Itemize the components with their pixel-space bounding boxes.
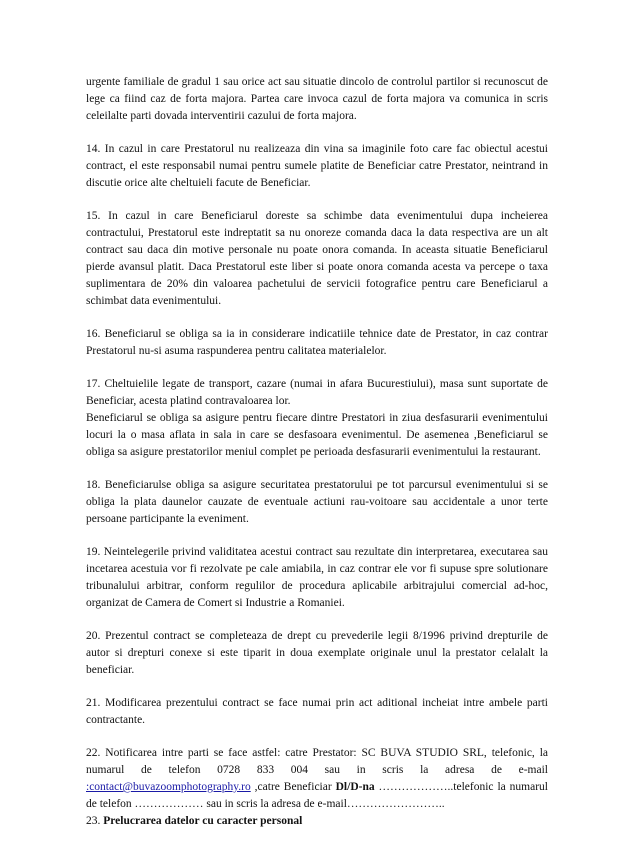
contract-page: [86, 74, 548, 846]
beneficiary-name-label: Dl/D-na: [335, 781, 375, 793]
paragraph-22-text-a: 22. Notificarea intre parti se face astfel: catre Prestator: SC BUVA STUDIO SRL, telefonic, la numarul de telefon 0728 833 004 sau in scris la adresa de e-mail: [86, 747, 548, 776]
paragraph-18: 18. Beneficiarulse obliga sa asigure securitatea prestatorului pe tot parcursul evenimentului si se obliga la plata daunelor cauzate de eventuale actiuni rau-voitoare sau accidentale a unor terte persoane participante la eveniment.: [86, 479, 548, 525]
paragraph-20: 20. Prezentul contract se completeaza de drept cu prevederile legii 8/1996 privind drepturile de autor si drepturi conexe si este tiparit in doua exemplate originale unul la prestator celalalt la beneficiar.: [86, 630, 548, 676]
paragraph-22: [86, 745, 548, 813]
paragraph-16: 16. Beneficiarul se obliga sa ia in considerare indicatiile tehnice date de Prestator, in caz contrar Prestatorul nu-si asuma raspunderea pentru calitatea materialelor.: [86, 328, 548, 357]
paragraph-14: 14. In cazul in care Prestatorul nu realizeaza din vina sa imaginile foto care fac obiectul acestui contract, el este responsabil numai pentru sumele platite de Beneficiar catre Prestator, neintrand in discutie orice alte cheltuieli facute de Beneficiar.: [86, 143, 548, 189]
paragraph-17-continued: Beneficiarul se obliga sa asigure pentru fiecare dintre Prestatori in ziua desfasurarii evenimentului locuri la o masa aflata in sala in care se desfasoara evenimentul. De asemenea ,Beneficiarul se obliga sa asigure prestatorilor meniul complet pe perioada desfasurarii evenimentului la restaurant.: [86, 412, 548, 458]
paragraph-22-text-c: ………………..telefonic la numarul de telefon ……………… sau in scris la adresa de e-mail……………………..: [86, 781, 548, 810]
paragraph-13-continuation: urgente familiale de gradul 1 sau orice act sau situatie dincolo de controlul partilor si recunoscut de lege ca fiind caz de forta majora. Partea care invoca cazul de forta majora va comunica in scris celeilalte parti dovada interventirii cazului de forta majora.: [86, 76, 548, 122]
paragraph-21: 21. Modificarea prezentului contract se face numai prin act aditional incheiat intre ambele parti contractante.: [86, 697, 548, 726]
paragraph-22-text-b: ,catre Beneficiar: [250, 781, 336, 793]
paragraph-15: 15. In cazul in care Beneficiarul doreste sa schimbe data evenimentului dupa incheierea contractului, Prestatorul este indreptatit sa nu onoreze comanda daca la data respectiva are un alt contract sau daca din motive personale nu poate onora comanda. In aceasta situatie Beneficiarul pierde avansul platit. Daca Prestatorul este liber si poate onora comanda acesta va percepe o taxa suplimentara de 20% din valoarea pachetului de servicii fotografice pentru care Beneficiarul a schimbat data evenimentului.: [86, 210, 548, 307]
section-23-title: Prelucrarea datelor cu caracter personal: [103, 815, 303, 827]
paragraph-17: 17. Cheltuielile legate de transport, cazare (numai in afara Bucurestiului), masa sunt suportate de Beneficiar, acesta platind contravaloarea lor.: [86, 378, 548, 407]
section-23-number: 23.: [86, 815, 101, 827]
email-link[interactable]: :contact@buvazoomphotography.ro: [86, 781, 251, 793]
section-23-heading: [86, 813, 548, 830]
paragraph-19: 19. Neintelegerile privind validitatea acestui contract sau rezultate din interpretarea, executarea sau incetarea acestuia vor fi rezolvate pe cale amiabila, in caz contrar ele vor fi supuse spre solutionare tribunalului arbitrar, conform regulilor de procedura aplicabile arbitrajului comercial ad-hoc, organizat de Camera de Comert si Industrie a Romaniei.: [86, 546, 548, 609]
